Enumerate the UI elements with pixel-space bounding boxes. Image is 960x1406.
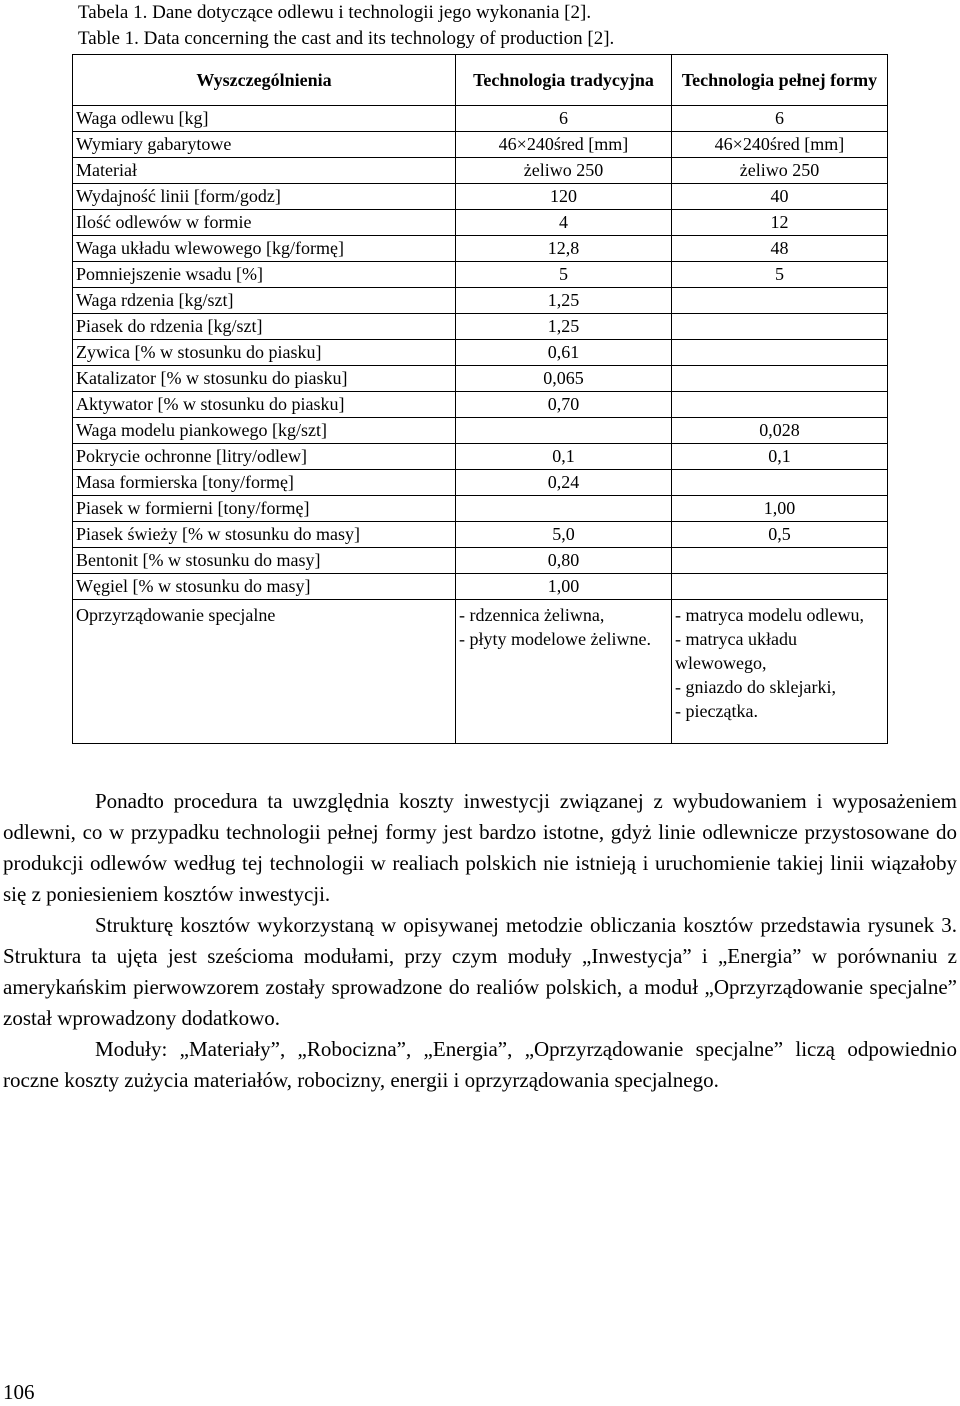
column-header: Technologia tradycyjna <box>456 55 672 106</box>
table-row-equipment <box>73 600 888 744</box>
value-cell <box>672 366 888 392</box>
value-cell: 0,5 <box>672 522 888 548</box>
row-label-cell: Oprzyrządowanie specjalne <box>73 600 456 744</box>
table-row <box>73 548 888 574</box>
row-label-cell: Waga rdzenia [kg/szt] <box>73 288 456 314</box>
value-cell <box>672 340 888 366</box>
value-cell: żeliwo 250 <box>672 158 888 184</box>
row-label-cell: Masa formierska [tony/formę] <box>73 470 456 496</box>
paragraph: Ponadto procedura ta uwzględnia koszty inwestycji związanej z wybudowaniem i wyposażeniem odlewni, co w przypadku technologii pełnej formy jest bardzo istotne, gdyż linie odlewnicze przystosowane do produkcji odlewów według tej technologii w realiach polskich nie istnieją i uruchomienie takiej linii wiązałoby się z poniesieniem kosztów inwestycji. <box>3 789 957 906</box>
equipment-item: - gniazdo do sklejarki, <box>675 677 836 697</box>
equipment-list-cell <box>456 600 672 744</box>
value-cell: 4 <box>456 210 672 236</box>
value-cell: 5 <box>456 262 672 288</box>
value-cell <box>672 314 888 340</box>
value-cell: 5,0 <box>456 522 672 548</box>
table-row <box>73 522 888 548</box>
body-text <box>3 786 957 1096</box>
row-label-cell: Waga odlewu [kg] <box>73 106 456 132</box>
table-caption-polish: Tabela 1. Dane dotyczące odlewu i technologii jego wykonania [2]. <box>78 2 592 23</box>
row-label-cell: Waga modelu piankowego [kg/szt] <box>73 418 456 444</box>
value-cell: 1,00 <box>456 574 672 600</box>
table-row <box>73 210 888 236</box>
table-body <box>73 106 888 744</box>
paragraph: Moduły: „Materiały”, „Robocizna”, „Energia”, „Oprzyrządowanie specjalne” liczą odpowiednio roczne koszty zużycia materiałów, robocizny, energii i oprzyrządowania specjalnego. <box>3 1037 957 1092</box>
value-cell: 0,1 <box>672 444 888 470</box>
value-cell: 48 <box>672 236 888 262</box>
table-row <box>73 574 888 600</box>
value-cell: 1,25 <box>456 314 672 340</box>
row-label-cell: Piasek w formierni [tony/formę] <box>73 496 456 522</box>
table-row <box>73 392 888 418</box>
value-cell: 6 <box>672 106 888 132</box>
equipment-item: - płyty modelowe żeliwne. <box>459 629 651 649</box>
row-label-cell: Materiał <box>73 158 456 184</box>
row-label-cell: Pomniejszenie wsadu [%] <box>73 262 456 288</box>
row-label-cell: Waga układu wlewowego [kg/formę] <box>73 236 456 262</box>
row-label-cell: Piasek do rdzenia [kg/szt] <box>73 314 456 340</box>
value-cell: 0,70 <box>456 392 672 418</box>
table-row <box>73 366 888 392</box>
table-row <box>73 132 888 158</box>
value-cell: 0,61 <box>456 340 672 366</box>
value-cell: 120 <box>456 184 672 210</box>
table-row <box>73 262 888 288</box>
row-label-cell: Wymiary gabarytowe <box>73 132 456 158</box>
data-table <box>72 54 888 744</box>
value-cell <box>672 392 888 418</box>
table-row <box>73 340 888 366</box>
value-cell: 40 <box>672 184 888 210</box>
equipment-item: - matryca układu wlewowego, <box>675 629 797 673</box>
value-cell: 5 <box>672 262 888 288</box>
value-cell: 46×240śred [mm] <box>672 132 888 158</box>
value-cell: 0,80 <box>456 548 672 574</box>
row-label-cell: Zywica [% w stosunku do piasku] <box>73 340 456 366</box>
table-row <box>73 418 888 444</box>
row-label-cell: Pokrycie ochronne [litry/odlew] <box>73 444 456 470</box>
value-cell: 6 <box>456 106 672 132</box>
value-cell <box>672 548 888 574</box>
page-number: 106 <box>3 1380 35 1404</box>
paragraph: Strukturę kosztów wykorzystaną w opisywanej metodzie obliczania kosztów przedstawia rysunek 3. Struktura ta ujęta jest sześcioma modułami, przy czym moduły „Inwestycja” i „Energia” w porównaniu z amerykańskim pierwowzorem zostały sprowadzone do realiów polskich, a moduł „Oprzyrządowanie specjalne” został wprowadzony dodatkowo. <box>3 913 957 1030</box>
value-cell <box>456 418 672 444</box>
row-label-cell: Wydajność linii [form/godz] <box>73 184 456 210</box>
equipment-item: - rdzennica żeliwna, <box>459 605 605 625</box>
value-cell: 12 <box>672 210 888 236</box>
column-header: Wyszczególnienia <box>73 55 456 106</box>
equipment-item: - matryca modelu odlewu, <box>675 605 864 625</box>
value-cell: 0,24 <box>456 470 672 496</box>
row-label-cell: Katalizator [% w stosunku do piasku] <box>73 366 456 392</box>
row-label-cell: Bentonit [% w stosunku do masy] <box>73 548 456 574</box>
table-caption-english: Table 1. Data concerning the cast and its technology of production [2]. <box>78 28 615 49</box>
table-header-row <box>73 55 888 106</box>
table-row <box>73 314 888 340</box>
value-cell <box>672 470 888 496</box>
equipment-item: - pieczątka. <box>675 701 758 721</box>
value-cell: 1,00 <box>672 496 888 522</box>
value-cell: 0,1 <box>456 444 672 470</box>
value-cell: 1,25 <box>456 288 672 314</box>
value-cell <box>672 288 888 314</box>
table-row <box>73 470 888 496</box>
value-cell: 0,065 <box>456 366 672 392</box>
value-cell: 12,8 <box>456 236 672 262</box>
table-row <box>73 184 888 210</box>
table-row <box>73 236 888 262</box>
value-cell <box>456 496 672 522</box>
value-cell <box>672 574 888 600</box>
table-row <box>73 496 888 522</box>
equipment-list-cell <box>672 600 888 744</box>
value-cell: 46×240śred [mm] <box>456 132 672 158</box>
table-row <box>73 288 888 314</box>
value-cell: żeliwo 250 <box>456 158 672 184</box>
table-row <box>73 444 888 470</box>
table-row <box>73 158 888 184</box>
table-row <box>73 106 888 132</box>
column-header: Technologia pełnej formy <box>672 55 888 106</box>
row-label-cell: Piasek świeży [% w stosunku do masy] <box>73 522 456 548</box>
row-label-cell: Ilość odlewów w formie <box>73 210 456 236</box>
row-label-cell: Węgiel [% w stosunku do masy] <box>73 574 456 600</box>
value-cell: 0,028 <box>672 418 888 444</box>
row-label-cell: Aktywator [% w stosunku do piasku] <box>73 392 456 418</box>
